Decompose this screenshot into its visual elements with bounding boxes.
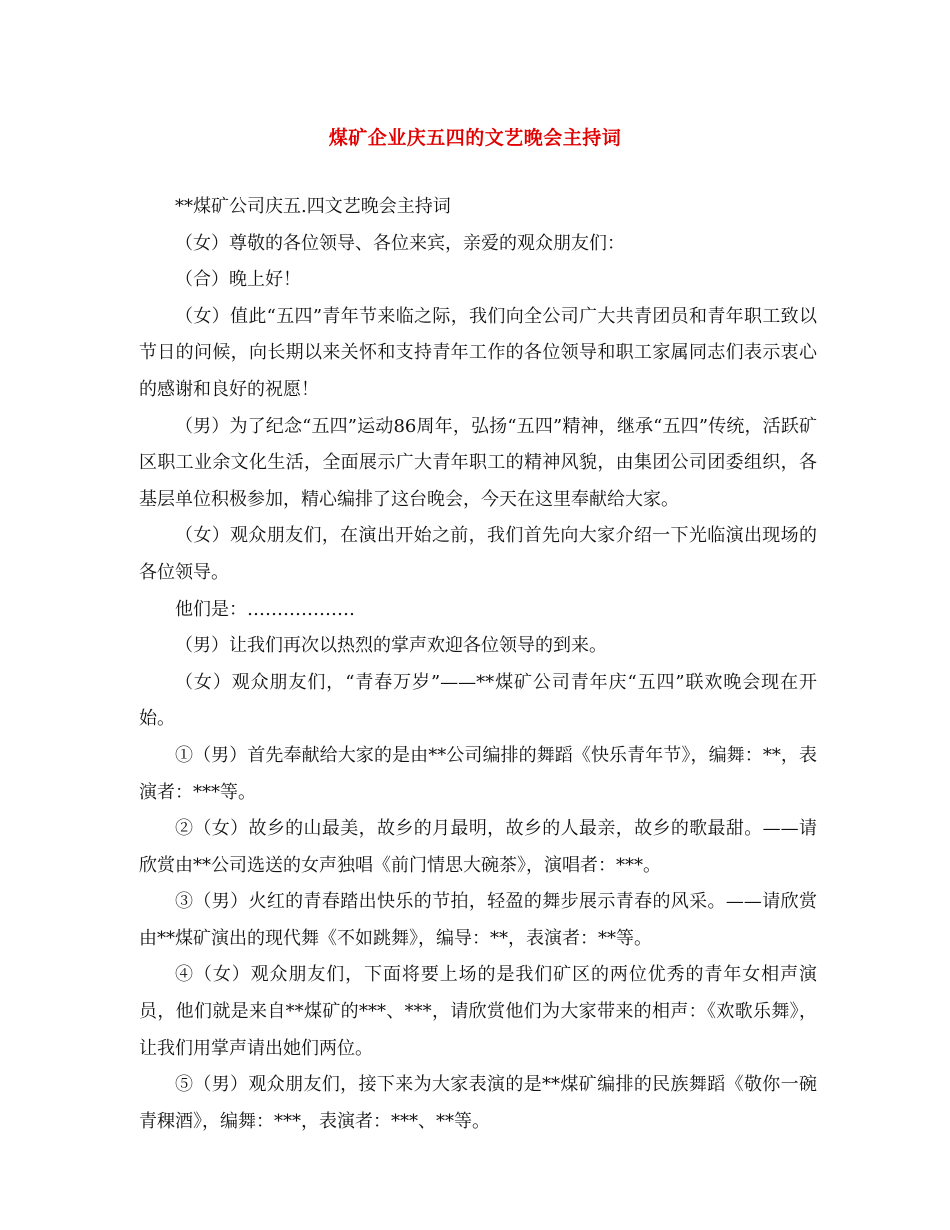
paragraph: 他们是：……………… — [175, 598, 355, 620]
paragraph: （女）观众朋友们，在演出开始之前，我们首先向大家介绍一下光临演出现场的各位领导。 — [139, 525, 817, 583]
paragraph: （合）晚上好！ — [175, 269, 301, 291]
paragraph-item-5: ⑤（男）观众朋友们，接下来为大家表演的是**煤矿编排的民族舞蹈《敬你一碗青稞酒》，编舞：***，表演者：***、**等。 — [139, 1074, 817, 1132]
paragraph: （女）观众朋友们，“青春万岁”——**煤矿公司青年庆“五四”联欢晚会现在开始。 — [139, 671, 817, 730]
paragraph-item-1: ①（男）首先奉献给大家的是由**公司编排的舞蹈《快乐青年节》，编舞：**，表演者：***等。 — [139, 744, 817, 803]
paragraph-heading: **煤矿公司庆五.四文艺晚会主持词 — [175, 196, 451, 217]
document-title: 煤矿企业庆五四的文艺晚会主持词 — [328, 127, 622, 149]
paragraph: （女）尊敬的各位领导、各位来宾，亲爱的观众朋友们： — [175, 232, 625, 254]
paragraph-item-3: ③（男）火红的青春踏出快乐的节拍，轻盈的舞步展示青春的风采。——请欣赏由**煤矿演出的现代舞《不如跳舞》，编导：**，表演者：**等。 — [139, 891, 817, 949]
paragraph: （男）为了纪念“五四”运动86周年，弘扬“五四”精神，继承“五四”传统，活跃矿区职工业余文化生活，全面展示广大青年职工的精神风貌，由集团公司团委组织，各基层单位积极参加，精心编排了这台晚会，今天在这里奉献给大家。 — [139, 415, 817, 510]
paragraph-item-4: ④（女）观众朋友们，下面将要上场的是我们矿区的两位优秀的青年女相声演员，他们就是来自**煤矿的***、***，请欣赏他们为大家带来的相声：《欢歌乐舞》，让我们用掌声请出她们两位。 — [139, 964, 817, 1059]
paragraph: （男）让我们再次以热烈的掌声欢迎各位领导的到来。 — [175, 635, 607, 657]
document-body — [139, 189, 817, 1140]
paragraph: （女）值此“五四”青年节来临之际，我们向全公司广大共青团员和青年职工致以节日的问候，向长期以来关怀和支持青年工作的各位领导和职工家属同志们表示衷心的感谢和良好的祝愿！ — [139, 305, 817, 400]
paragraph-item-2: ②（女）故乡的山最美，故乡的月最明，故乡的人最亲，故乡的歌最甜。——请欣赏由**公司选送的女声独唱《前门情思大碗茶》，演唱者：***。 — [139, 818, 817, 876]
